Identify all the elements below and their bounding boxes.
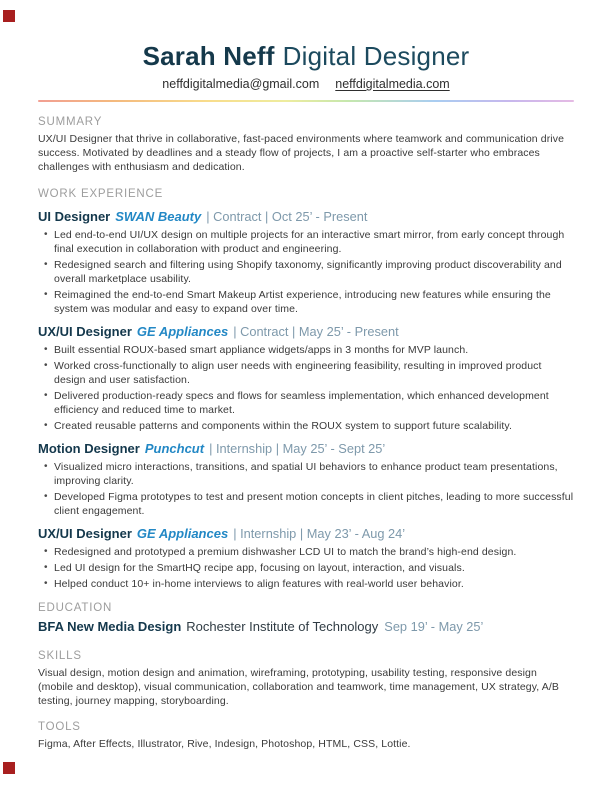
summary-text: UX/UI Designer that thrive in collaborative, fast-paced environments where teamwork and communication drive success. Motivated by deadlines and a steady flow of projects, I am a proactive self-starter who embraces challenges with enthusiasm and dedication. <box>38 133 565 173</box>
bullet-dot-icon: • <box>44 344 48 355</box>
section-heading-summary: SUMMARY <box>38 116 103 128</box>
job-bullet: • Delivered production-ready specs and flows for seamless implementation, which enhanced development efficiency and reduced time to market. <box>44 390 549 416</box>
tools-text: Figma, After Effects, Illustrator, Rive, Indesign, Photoshop, HTML, CSS, Lottie. <box>38 738 411 750</box>
job-role: UX/UI Designer <box>38 324 132 339</box>
job-title-line <box>38 526 574 542</box>
website-link[interactable]: neffdigitalmedia.com <box>335 77 450 91</box>
section-heading-work-experience: WORK EXPERIENCE <box>38 188 164 200</box>
job-bullet: • Led end-to-end UI/UX design on multiple projects for an interactive smart mirror, from early concept through final execution in collaboration with product and engineering. <box>44 229 565 255</box>
bullet-dot-icon: • <box>44 390 48 401</box>
candidate-title: Digital Designer <box>282 41 470 71</box>
section-heading-skills: SKILLS <box>38 650 82 662</box>
job-bullet: • Redesigned and prototyped a premium dishwasher LCD UI to match the brand’s high-end design. <box>44 546 517 558</box>
bullet-dot-icon: • <box>44 578 48 589</box>
bullet-dot-icon: • <box>44 229 48 240</box>
bullet-dot-icon: • <box>44 491 48 502</box>
corner-marker-bottom <box>3 762 15 774</box>
job-bullets <box>38 343 574 433</box>
job-company: SWAN Beauty <box>115 209 202 224</box>
job-role: UI Designer <box>38 209 111 224</box>
bullet-dot-icon: • <box>44 562 48 573</box>
job-role: UX/UI Designer <box>38 526 132 541</box>
candidate-name: Sarah Neff <box>142 41 275 71</box>
skills-text: Visual design, motion design and animation, wireframing, prototyping, usability testing, responsive design (mobile and desktop), visual communication, collaboration and teamwork, time management, UX strategy, A/B testing, journey mapping, storyboarding. <box>38 667 559 707</box>
bullet-dot-icon: • <box>44 420 48 431</box>
bullet-dot-icon: • <box>44 546 48 557</box>
job-entry-3 <box>38 441 574 518</box>
bullet-dot-icon: • <box>44 360 48 371</box>
header-divider <box>38 100 574 102</box>
section-heading-education: EDUCATION <box>38 602 113 614</box>
education-dates: Sep 19’ - May 25’ <box>384 619 484 634</box>
job-company: GE Appliances <box>136 526 229 541</box>
job-bullet: • Created reusable patterns and components within the ROUX system to support future scalability. <box>44 420 513 432</box>
education-line <box>38 619 574 635</box>
job-bullets <box>38 460 574 518</box>
job-title-line <box>38 324 574 340</box>
job-entry-4 <box>38 526 574 591</box>
job-bullet: • Visualized micro interactions, transitions, and spatial UI behaviors to enhance product team presentations, improving clarity. <box>44 461 558 487</box>
job-title-line <box>38 209 574 225</box>
job-entry-2 <box>38 324 574 433</box>
job-title-line <box>38 441 574 457</box>
job-bullet: • Redesigned search and filtering using Shopify taxonomy, significantly improving product discoverability and overall marketplace usability. <box>44 259 562 285</box>
job-bullet: • Developed Figma prototypes to test and present motion concepts in client pitches, leading to more successful client engagement. <box>44 491 574 517</box>
bullet-dot-icon: • <box>44 289 48 300</box>
resume-header <box>38 42 574 102</box>
email-text: neffdigitalmedia@gmail.com <box>162 77 320 91</box>
corner-marker-top <box>3 10 15 22</box>
job-bullets <box>38 228 574 316</box>
job-entry-1 <box>38 209 574 316</box>
contact-line <box>38 77 574 92</box>
job-bullet: • Built essential ROUX-based smart appliance widgets/apps in 3 months for MVP launch. <box>44 344 469 356</box>
job-bullet: • Helped conduct 10+ in-home interviews to align features with real-world user behavior. <box>44 578 464 590</box>
job-meta: | Contract | Oct 25’ - Present <box>206 209 368 224</box>
bullet-dot-icon: • <box>44 461 48 472</box>
job-role: Motion Designer <box>38 441 140 456</box>
job-bullet: • Reimagined the end-to-end Smart Makeup Artist experience, introducing new features while ensuring the system was modular and easy to expand over time. <box>44 289 551 315</box>
job-meta: | Internship | May 23’ - Aug 24’ <box>233 526 406 541</box>
job-company: GE Appliances <box>136 324 229 339</box>
job-bullet: • Worked cross-functionally to align user needs with engineering feasibility, resulting in improved product design and user satisfaction. <box>44 360 542 386</box>
bullet-dot-icon: • <box>44 259 48 270</box>
name-line <box>38 42 574 70</box>
section-heading-tools: TOOLS <box>38 721 81 733</box>
education-degree: BFA New Media Design <box>38 619 182 634</box>
job-bullet: • Led UI design for the SmartHQ recipe app, focusing on layout, interaction, and visuals. <box>44 562 465 574</box>
job-meta: | Internship | May 25’ - Sept 25’ <box>209 441 386 456</box>
education-school: Rochester Institute of Technology <box>186 619 379 634</box>
job-company: Punchcut <box>144 441 205 456</box>
job-meta: | Contract | May 25’ - Present <box>233 324 399 339</box>
job-bullets <box>38 545 574 591</box>
